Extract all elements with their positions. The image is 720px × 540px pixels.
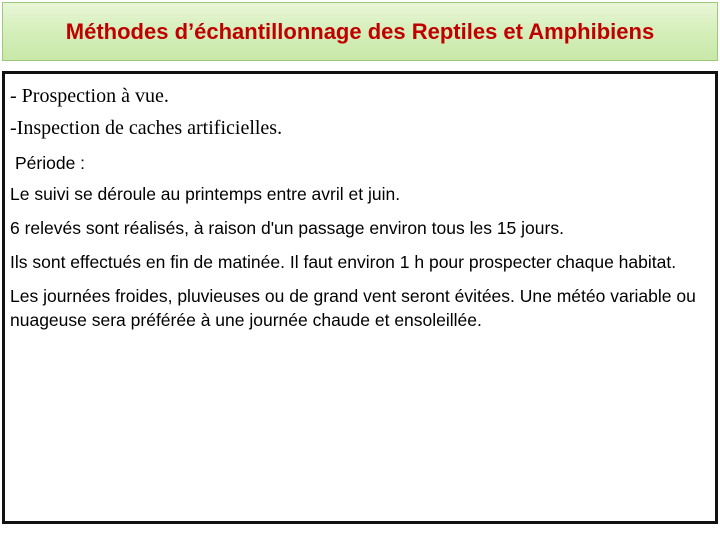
paragraph: Le suivi se déroule au printemps entre avril et juin. bbox=[10, 184, 401, 204]
slide-title: Méthodes d’échantillonnage des Reptiles et Amphibiens bbox=[65, 18, 655, 44]
paragraph: Les journées froides, pluvieuses ou de grand vent seront évitées. Une météo variable ou nuageuse sera préférée à une journée chaude et ensoleillée. bbox=[10, 286, 696, 330]
method-item: -Inspection de caches artificielles. bbox=[10, 117, 283, 139]
content-panel bbox=[2, 71, 718, 524]
method-item: - Prospection à vue. bbox=[10, 85, 169, 107]
paragraph: 6 relevés sont réalisés, à raison d'un passage environ tous les 15 jours. bbox=[10, 218, 564, 238]
period-heading: Période : bbox=[15, 153, 86, 173]
paragraph: Ils sont effectués en fin de matinée. Il faut environ 1 h pour prospecter chaque habitat. bbox=[10, 252, 677, 272]
title-banner bbox=[2, 2, 718, 61]
